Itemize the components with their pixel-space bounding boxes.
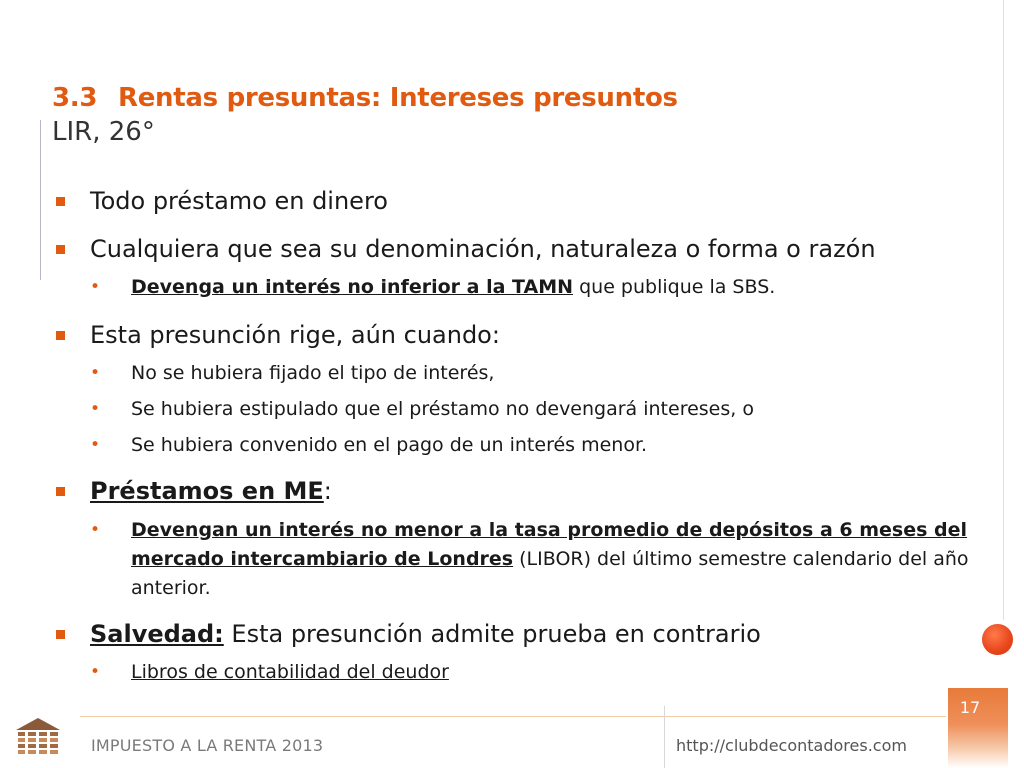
sub-bullet-text: (LIBOR) del último semestre calendario del año anterior. bbox=[131, 548, 969, 599]
square-bullet-icon bbox=[56, 331, 65, 340]
title-accent-line bbox=[40, 120, 41, 280]
bullet-text: Todo préstamo en dinero bbox=[90, 187, 388, 215]
title-heading-line bbox=[52, 80, 952, 116]
slide-title bbox=[52, 80, 952, 148]
round-bullet-icon: • bbox=[90, 399, 101, 419]
bullet-text: Esta presunción admite prueba en contrario bbox=[223, 620, 761, 648]
right-border-line bbox=[1003, 0, 1004, 620]
building-logo-icon bbox=[14, 716, 62, 760]
bullet-item bbox=[52, 234, 972, 264]
title-subtitle: LIR, 26° bbox=[52, 117, 155, 147]
bullet-item bbox=[52, 186, 972, 216]
bullet-text: Cualquiera que sea su denominación, naturaleza o forma o razón bbox=[90, 235, 876, 263]
bullet-emph: Salvedad: bbox=[90, 620, 224, 648]
sub-bullet-text: Se hubiera convenido en el pago de un interés menor. bbox=[131, 434, 648, 456]
square-bullet-icon bbox=[56, 197, 65, 206]
sub-bullet-text: que publique la SBS. bbox=[573, 276, 776, 298]
sub-bullet-item bbox=[52, 432, 972, 458]
footer-divider bbox=[80, 716, 946, 717]
sub-bullet-emph: Devenga un interés no inferior a la TAMN bbox=[131, 276, 574, 298]
sub-bullet-text: Se hubiera estipulado que el préstamo no devengará intereses, o bbox=[131, 398, 754, 420]
sub-bullet-emph: Devengan un interés no menor a la tasa promedio de depósitos a 6 meses del mercado intercambiario de Londres bbox=[131, 519, 968, 570]
round-bullet-icon: • bbox=[90, 520, 101, 540]
sub-bullet-item bbox=[52, 516, 971, 603]
round-bullet-icon: • bbox=[90, 435, 101, 455]
orange-circle-icon bbox=[982, 624, 1013, 655]
sub-bullet-item bbox=[52, 274, 972, 300]
square-bullet-icon bbox=[56, 630, 65, 639]
slide-content bbox=[52, 186, 972, 685]
bullet-text: : bbox=[323, 477, 332, 505]
footer-vertical-divider bbox=[664, 706, 665, 768]
bullet-text: Esta presunción rige, aún cuando: bbox=[90, 321, 500, 349]
page-number: 17 bbox=[959, 698, 981, 717]
sub-bullet-text: Libros de contabilidad del deudor bbox=[131, 661, 449, 683]
bullet-item bbox=[52, 476, 972, 506]
sub-bullet-text: No se hubiera fijado el tipo de interés, bbox=[131, 362, 495, 384]
square-bullet-icon bbox=[56, 245, 65, 254]
sub-bullet-item bbox=[52, 360, 972, 386]
round-bullet-icon: • bbox=[90, 363, 101, 383]
footer-title: IMPUESTO A LA RENTA 2013 bbox=[91, 736, 324, 755]
footer-url[interactable]: http://clubdecontadores.com bbox=[676, 736, 907, 755]
bullet-emph: Préstamos en ME bbox=[90, 477, 324, 505]
round-bullet-icon: • bbox=[90, 662, 101, 682]
sub-bullet-item bbox=[52, 659, 972, 685]
square-bullet-icon bbox=[56, 487, 65, 496]
bullet-item bbox=[52, 619, 972, 649]
round-bullet-icon: • bbox=[90, 277, 101, 297]
bullet-item bbox=[52, 320, 972, 350]
page-number-box bbox=[948, 688, 1008, 768]
title-heading: Rentas presuntas: Intereses presuntos bbox=[118, 83, 678, 113]
section-number: 3.3 bbox=[52, 83, 98, 113]
sub-bullet-item bbox=[52, 396, 972, 422]
